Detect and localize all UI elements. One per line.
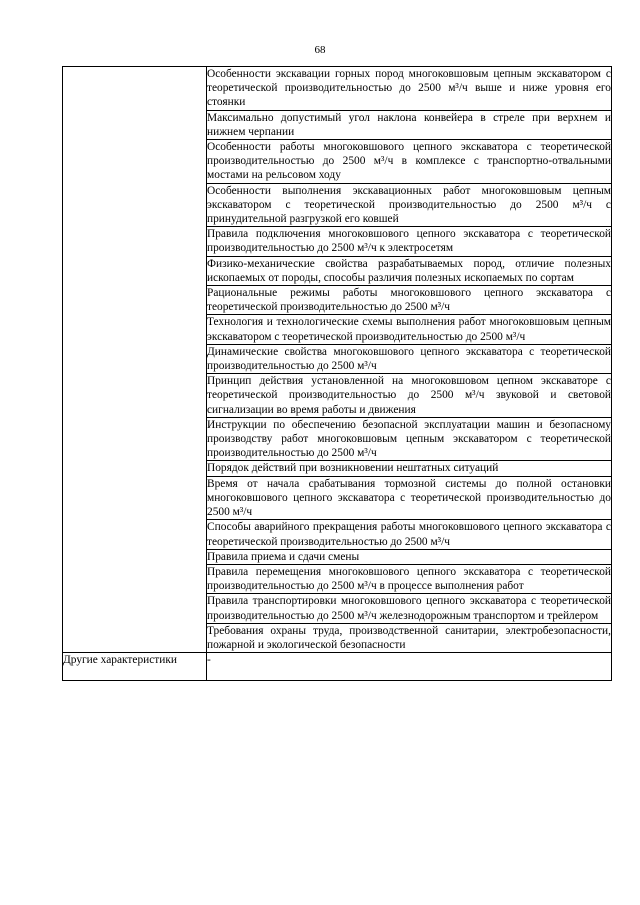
- knowledge-row: [63, 67, 612, 111]
- page-number: 68: [314, 44, 326, 56]
- knowledge-item: Особенности экскавации горных пород многоковшовым цепным экскаватором с теоретической производительностью до 2500 м³/ч выше и ниже уровня его стоянки: [207, 68, 611, 109]
- knowledge-item: Максимально допустимый угол наклона конвейера в стреле при верхнем и нижнем черпании: [207, 111, 611, 138]
- knowledge-item: Особенности работы многоковшового цепного экскаватора с теоретической производительностью до 2500 м³/ч в комплексе с транспортно-отвальными мостами на рельсовом ходу: [207, 141, 611, 182]
- knowledge-item: Требования охраны труда, производственной санитарии, электробезопасности, пожарной и экологической безопасности: [207, 624, 611, 651]
- knowledge-item: Рациональные режимы работы многоковшового цепного экскаватора с теоретической производительностью до 2500 м³/ч: [207, 287, 611, 314]
- knowledge-item: Способы аварийного прекращения работы многоковшового цепного экскаватора с теоретической производительностью до 2500 м³/ч: [207, 521, 611, 548]
- other-characteristics-row: [63, 653, 612, 681]
- label-column-empty: [63, 67, 207, 653]
- other-characteristics-label: Другие характеристики: [63, 653, 207, 681]
- requirements-table-body: [63, 67, 612, 681]
- knowledge-item: Технология и технологические схемы выполнения работ многоковшовым цепным экскаватором с теоретической производительностью до 2500 м³/ч: [207, 316, 611, 343]
- other-characteristics-value: -: [207, 653, 612, 681]
- knowledge-item: Время от начала срабатывания тормозной системы до полной остановки многоковшового цепного экскаватора с теоретической производительностью до 2500 м³/ч: [207, 477, 611, 519]
- knowledge-item: Правила транспортировки многоковшового цепного экскаватора с теоретической производительностью до 2500 м³/ч железнодорожным транспортом и трейлером: [207, 595, 611, 622]
- requirements-table: [62, 66, 612, 681]
- knowledge-item: Динамические свойства многоковшового цепного экскаватора с теоретической производительностью до 2500 м³/ч: [207, 345, 611, 373]
- knowledge-item: Правила перемещения многоковшового цепного экскаватора с теоретической производительностью до 2500 м³/ч в процессе выполнения работ: [207, 565, 611, 593]
- knowledge-item: Принцип действия установленной на многоковшовом цепном экскаваторе с теоретической производительностью до 2500 м³/ч звуковой и световой сигнализации во время работы и движения: [207, 375, 611, 416]
- knowledge-item: Физико-механические свойства разрабатываемых пород, отличие полезных ископаемых от породы, способы различия полезных ископаемых по сортам: [207, 257, 611, 284]
- knowledge-item: Особенности выполнения экскавационных работ многоковшовым цепным экскаватором с теоретической производительностью до 2500 м³/ч с принудительной разгрузкой его ковшей: [207, 184, 611, 226]
- knowledge-item: Порядок действий при возникновении нештатных ситуаций: [207, 461, 612, 476]
- knowledge-item: Правила приема и сдачи смены: [207, 549, 612, 564]
- knowledge-item: Инструкции по обеспечению безопасной эксплуатации машин и безопасному производству работ многоковшовым цепным экскаватором с теоретической производительностью до 2500 м³/ч: [207, 418, 611, 460]
- knowledge-item: Правила подключения многоковшового цепного экскаватора с теоретической производительностью до 2500 м³/ч к электросетям: [207, 228, 611, 255]
